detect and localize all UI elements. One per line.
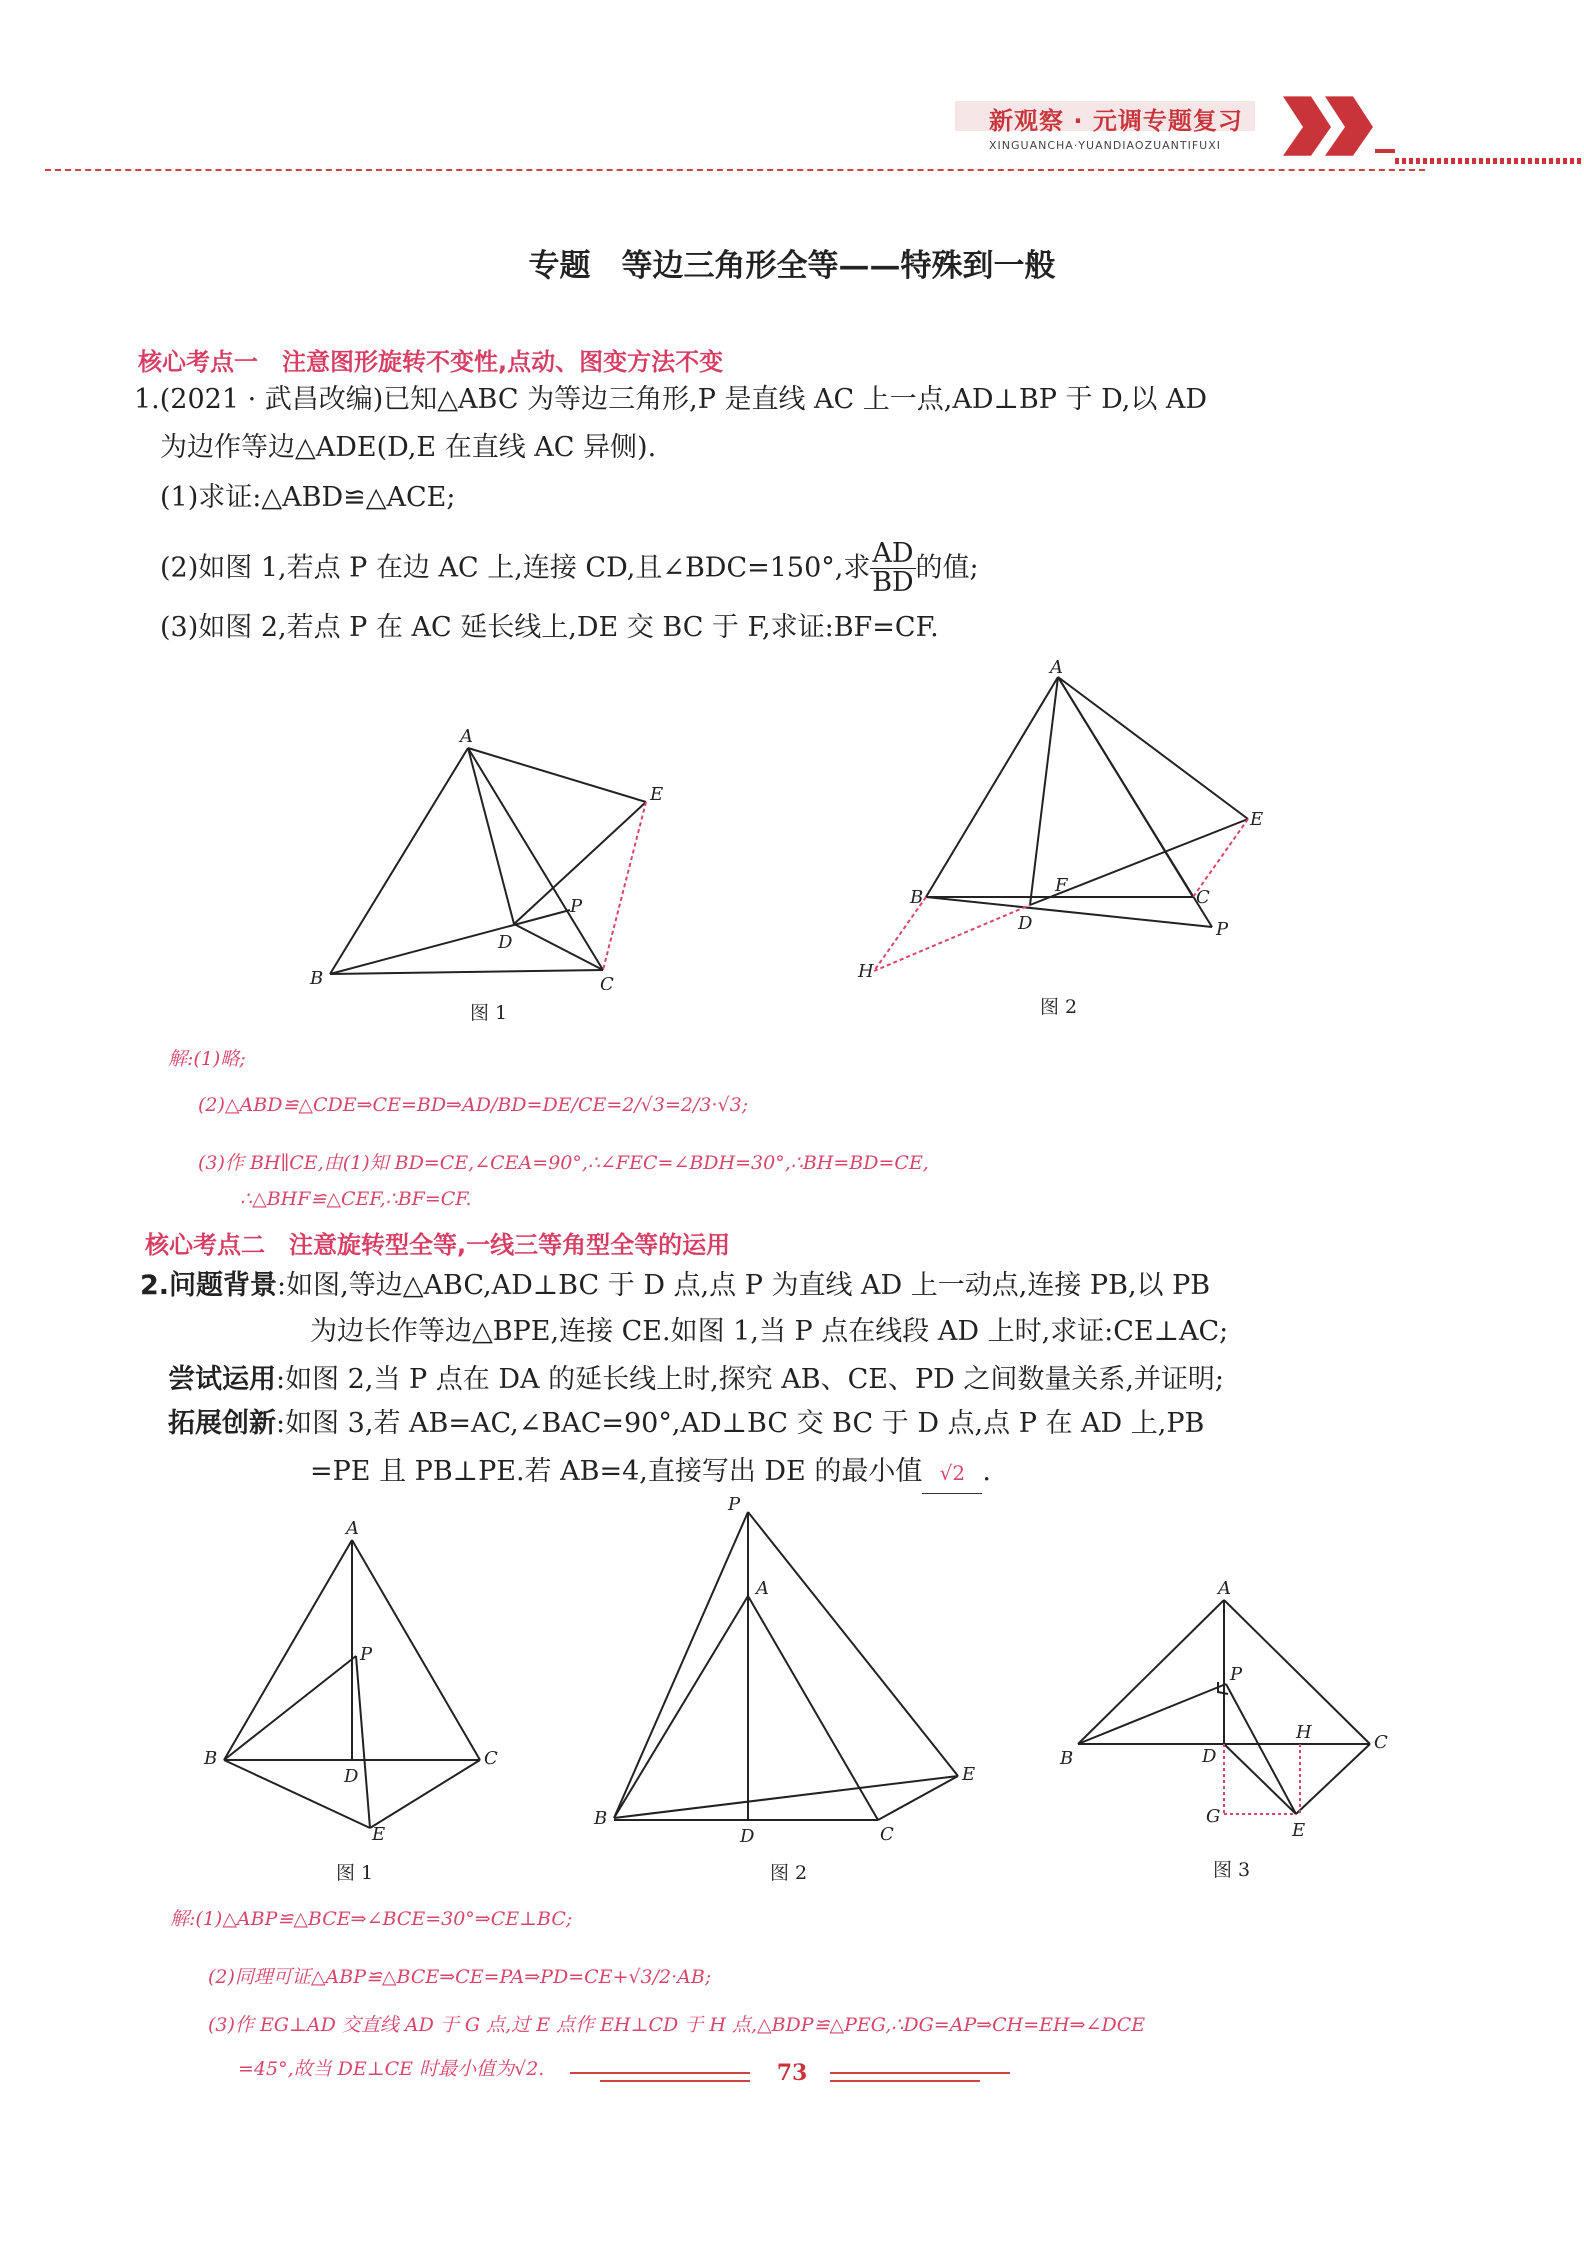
svg-text:E: E — [962, 1764, 976, 1785]
q2-line-3-text: :如图 2,当 P 点在 DA 的延长线上时,探究 AB、CE、PD 之间数量关系,并证明; — [276, 1364, 1225, 1395]
svg-text:A: A — [1050, 657, 1063, 678]
svg-text:D: D — [498, 932, 513, 953]
svg-text:E: E — [372, 1824, 386, 1845]
q2-line-5-text: =PE 且 PB⊥PE.若 AB=4,直接写出 DE 的最小值 — [310, 1456, 923, 1487]
footer-rule-left-2 — [600, 2080, 750, 2082]
fig1-caption: 图 1 — [470, 1002, 508, 1024]
q2-label-extend: 拓展创新 — [168, 1408, 276, 1439]
q1-fraction — [870, 540, 915, 598]
key-point-2: 核心考点二 注意旋转型全等,一线三等角型全等的运用 — [145, 1231, 731, 1259]
sol2-line-4: =45°,故当 DE⊥CE 时最小值为√2. — [238, 2058, 545, 2080]
svg-text:C: C — [600, 974, 614, 990]
svg-text:H: H — [1296, 1722, 1312, 1743]
sol2-line-3: (3)作 EG⊥AD 交直线 AD 于 G 点,过 E 点作 EH⊥CD 于 H 点,△BDP≌△PEG,∴DG=AP⇒CH=EH⇒∠DCE — [208, 2014, 1146, 2036]
svg-text:E: E — [650, 784, 664, 805]
svg-text:F: F — [1055, 875, 1068, 896]
svg-text:B: B — [204, 1748, 218, 1769]
svg-text:P: P — [728, 1494, 741, 1515]
series-badge — [955, 95, 1395, 163]
q2-line-3 — [168, 1360, 1224, 1400]
svg-text:G: G — [1206, 1806, 1221, 1827]
svg-text:P: P — [360, 1644, 373, 1665]
svg-text:H: H — [858, 961, 874, 982]
series-subtitle: XINGUANCHA·YUANDIAOZUANTIFUXI — [989, 139, 1222, 152]
svg-text:E: E — [1250, 809, 1264, 830]
sol1-line-2: (2)△ABD≌△CDE⇒CE=BD⇒AD/BD=DE/CE=2/√3=2/3·√3; — [198, 1094, 749, 1116]
footer-rule-left — [570, 2072, 750, 2074]
q1-stem-a: 1.(2021 · 武昌改编)已知△ABC 为等边三角形,P 是直线 AC 上一点,AD⊥BP 于 D,以 AD — [134, 384, 1208, 415]
key-point-1: 核心考点一 注意图形旋转不变性,点动、图变方法不变 — [138, 348, 724, 376]
svg-text:B: B — [594, 1808, 608, 1829]
header-rule — [45, 169, 1425, 171]
header-stripes — [1395, 150, 1584, 158]
sol2-line-1: 解:(1)△ABP≌△BCE⇒∠BCE=30°⇒CE⊥BC; — [170, 1908, 573, 1930]
q2-label-background: 2.问题背景 — [140, 1270, 278, 1301]
fig2-caption: 图 2 — [1040, 996, 1078, 1018]
svg-text:P: P — [1216, 919, 1229, 940]
q2-line-5 — [310, 1452, 991, 1494]
q2-label-try: 尝试运用 — [168, 1364, 276, 1395]
q2-figure-2 — [590, 1490, 990, 1850]
q1-part-1: (1)求证:△ABD≌△ACE; — [160, 482, 456, 513]
svg-text:D: D — [344, 1766, 359, 1787]
svg-text:A: A — [1218, 1578, 1231, 1599]
svg-text:D: D — [740, 1826, 755, 1847]
footer-rule-right-2 — [830, 2080, 980, 2082]
svg-text:D: D — [1018, 913, 1033, 934]
q2-figure-1 — [200, 1510, 520, 1850]
q2-line-4-text: :如图 3,若 AB=AC,∠BAC=90°,AD⊥BC 交 BC 于 D 点,点 P 在 AD 上,PB — [276, 1408, 1205, 1439]
q1-part-2-end: 的值; — [915, 552, 979, 584]
svg-text:C: C — [880, 1824, 894, 1845]
svg-text:B: B — [310, 968, 324, 989]
q1-part-2 — [160, 540, 979, 598]
svg-text:A: A — [460, 726, 473, 747]
q1-figure-1 — [300, 720, 680, 990]
svg-text:A: A — [346, 1518, 359, 1539]
q1-figure-2 — [850, 655, 1270, 985]
q2-fig2-caption: 图 2 — [770, 1862, 808, 1884]
q2-line-1-text: :如图,等边△ABC,AD⊥BC 于 D 点,点 P 为直线 AD 上一动点,连接 PB,以 PB — [277, 1270, 1211, 1301]
page-title: 专题 等边三角形全等——特殊到一般 — [528, 248, 1056, 284]
series-title: 新观察 · 元调专题复习 — [989, 107, 1243, 135]
svg-text:B: B — [910, 887, 924, 908]
q1-part-2-text: (2)如图 1,若点 P 在边 AC 上,连接 CD,且∠BDC=150°,求 — [160, 552, 871, 584]
q2-line-5-end: . — [982, 1456, 991, 1487]
svg-text:C: C — [484, 1748, 498, 1769]
svg-text:C: C — [1196, 887, 1210, 908]
svg-text:P: P — [1230, 1664, 1243, 1685]
q2-answer: √2 — [922, 1453, 982, 1494]
svg-text:D: D — [1202, 1746, 1217, 1767]
svg-text:P: P — [570, 896, 583, 917]
sol1-line-1: 解:(1)略; — [168, 1048, 246, 1070]
q1-fraction-num: AD — [872, 538, 914, 569]
footer-rule-right — [830, 2072, 1010, 2074]
sol1-line-4: ∴△BHF≌△CEF,∴BF=CF. — [240, 1188, 472, 1210]
svg-text:E: E — [1292, 1820, 1306, 1840]
sol1-line-3: (3)作 BH∥CE,由(1)知 BD=CE,∠CEA=90°,∴∠FEC=∠BDH=30°,∴BH=BD=CE, — [198, 1152, 929, 1174]
q2-line-1 — [140, 1266, 1210, 1306]
page-number: 73 — [776, 2060, 808, 2086]
q1-part-3: (3)如图 2,若点 P 在 AC 延长线上,DE 交 BC 于 F,求证:BF=CF. — [160, 612, 939, 643]
svg-text:B: B — [1060, 1748, 1074, 1769]
q1-fraction-den: BD — [872, 567, 914, 599]
q2-line-2: 为边长作等边△BPE,连接 CE.如图 1,当 P 点在线段 AD 上时,求证:CE⊥AC; — [310, 1316, 1229, 1347]
sol2-line-2: (2)同理可证△ABP≌△BCE⇒CE=PA⇒PD=CE+√3/2·AB; — [208, 1966, 712, 1988]
q2-fig3-caption: 图 3 — [1213, 1859, 1251, 1881]
q2-line-4 — [168, 1404, 1204, 1444]
q2-figure-3 — [1050, 1570, 1430, 1840]
svg-text:C: C — [1374, 1732, 1388, 1753]
q2-fig1-caption: 图 1 — [336, 1862, 374, 1884]
svg-text:A: A — [756, 1578, 769, 1599]
q1-stem-b: 为边作等边△ADE(D,E 在直线 AC 异侧). — [160, 432, 657, 463]
